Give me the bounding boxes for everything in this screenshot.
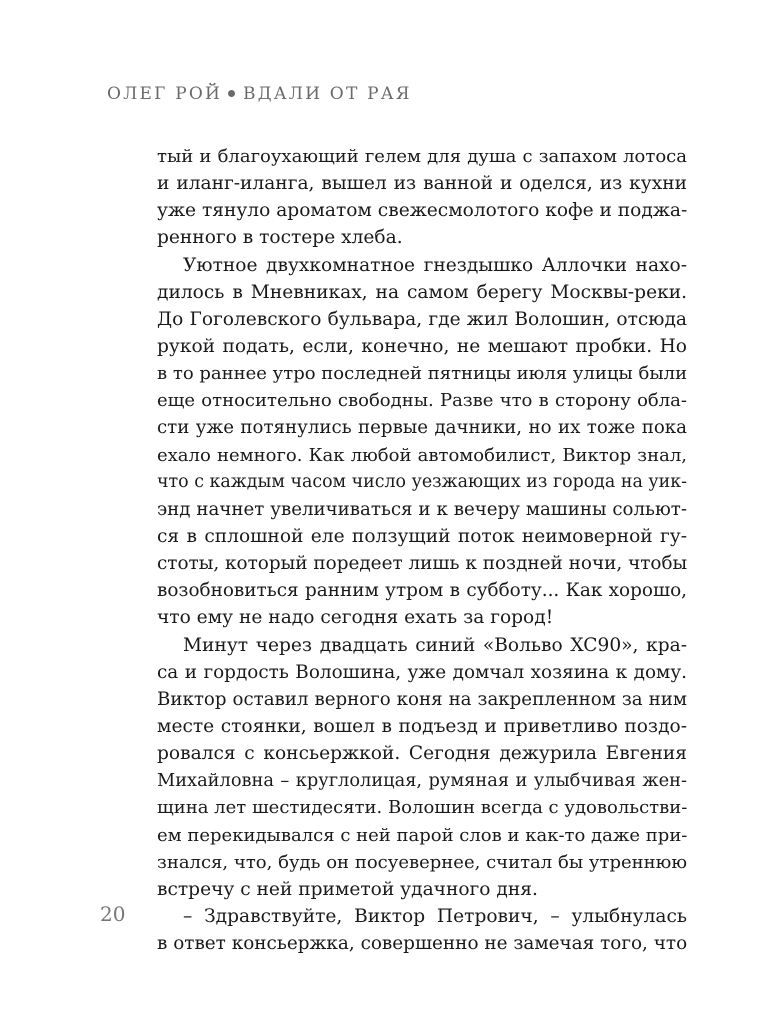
page-number: 20 [100,902,126,926]
text-line: в ответ консьержка, совершенно не замечая того, что [157,933,688,955]
text-line: ехало немного. Как любой автомобилист, Виктор знал, [157,444,687,466]
text-line: ся в сплошной еле ползущий поток неимоверной гу- [157,525,687,547]
text-line: в то раннее утро последней пятницы июля улицы были [157,363,688,385]
text-line: что с каждым часом число уезжающих из города на уик- [157,471,687,492]
text-line: и иланг-иланга, вышел из ванной и оделся, из кухни [157,173,687,195]
text-line: ем перекидывался с ней парой слов и как-то даже при- [157,824,688,846]
running-header [107,84,412,104]
text-line: рукой подать, если, конечно, не мешают пробки. Но [157,335,687,357]
text-line: Уютное двухкомнатное гнездышко Аллочки нахо- [183,254,687,276]
header-book-title: ВДАЛИ ОТ РАЯ [243,84,412,104]
text-line: Минут через двадцать синий «Вольво XC90», кра- [183,634,687,656]
text-line: са и гордость Волошина, уже домчал хозяина к дому. [157,661,687,683]
text-line: – Здравствуйте, Виктор Петрович, – улыбнулась [183,905,687,927]
text-line: дилось в Мневниках, на самом берегу Москвы-реки. [157,281,687,303]
text-line: Виктор оставил верного коня на закрепленном за ним [157,688,687,710]
text-line: возобновиться ранним утром в субботу... Как хорошо, [157,580,687,602]
body-text [157,143,687,957]
text-line: энд начнет увеличиваться и к вечеру машины сольют- [157,498,687,520]
text-line: встречу с ней приметой удачного дня. [157,878,538,900]
text-line: сти уже потянулись первые дачники, но их тоже пока [157,417,687,439]
text-line: стоты, который поредеет лишь к поздней ночи, чтобы [157,553,688,575]
text-line: ренного в тостере хлеба. [157,227,403,249]
text-line: еще относительно свободны. Разве что в сторону обла- [157,390,687,412]
text-line: щина лет шестидесяти. Волошин всегда с удовольстви- [157,797,688,819]
text-line: Михайловна – круглолицая, румяная и улыбчивая жен- [157,770,687,792]
text-line: тый и благоухающий гелем для душа с запахом лотоса [157,146,687,167]
text-line: месте стоянки, вошел в подъезд и приветливо поздо- [157,715,687,737]
text-line: что ему не надо сегодня ехать за город! [157,607,554,629]
header-author: ОЛЕГ РОЙ [107,84,222,104]
text-line: До Гоголевского бульвара, где жил Волошин, отсюда [157,308,687,330]
text-line: уже тянуло ароматом свежесмолотого кофе и поджа- [157,200,688,222]
bullet-separator-icon [228,90,235,97]
text-line: знался, что, будь он посуевернее, считал бы утреннюю [157,851,687,873]
text-line: ровался с консьержкой. Сегодня дежурила Евгения [157,743,687,765]
